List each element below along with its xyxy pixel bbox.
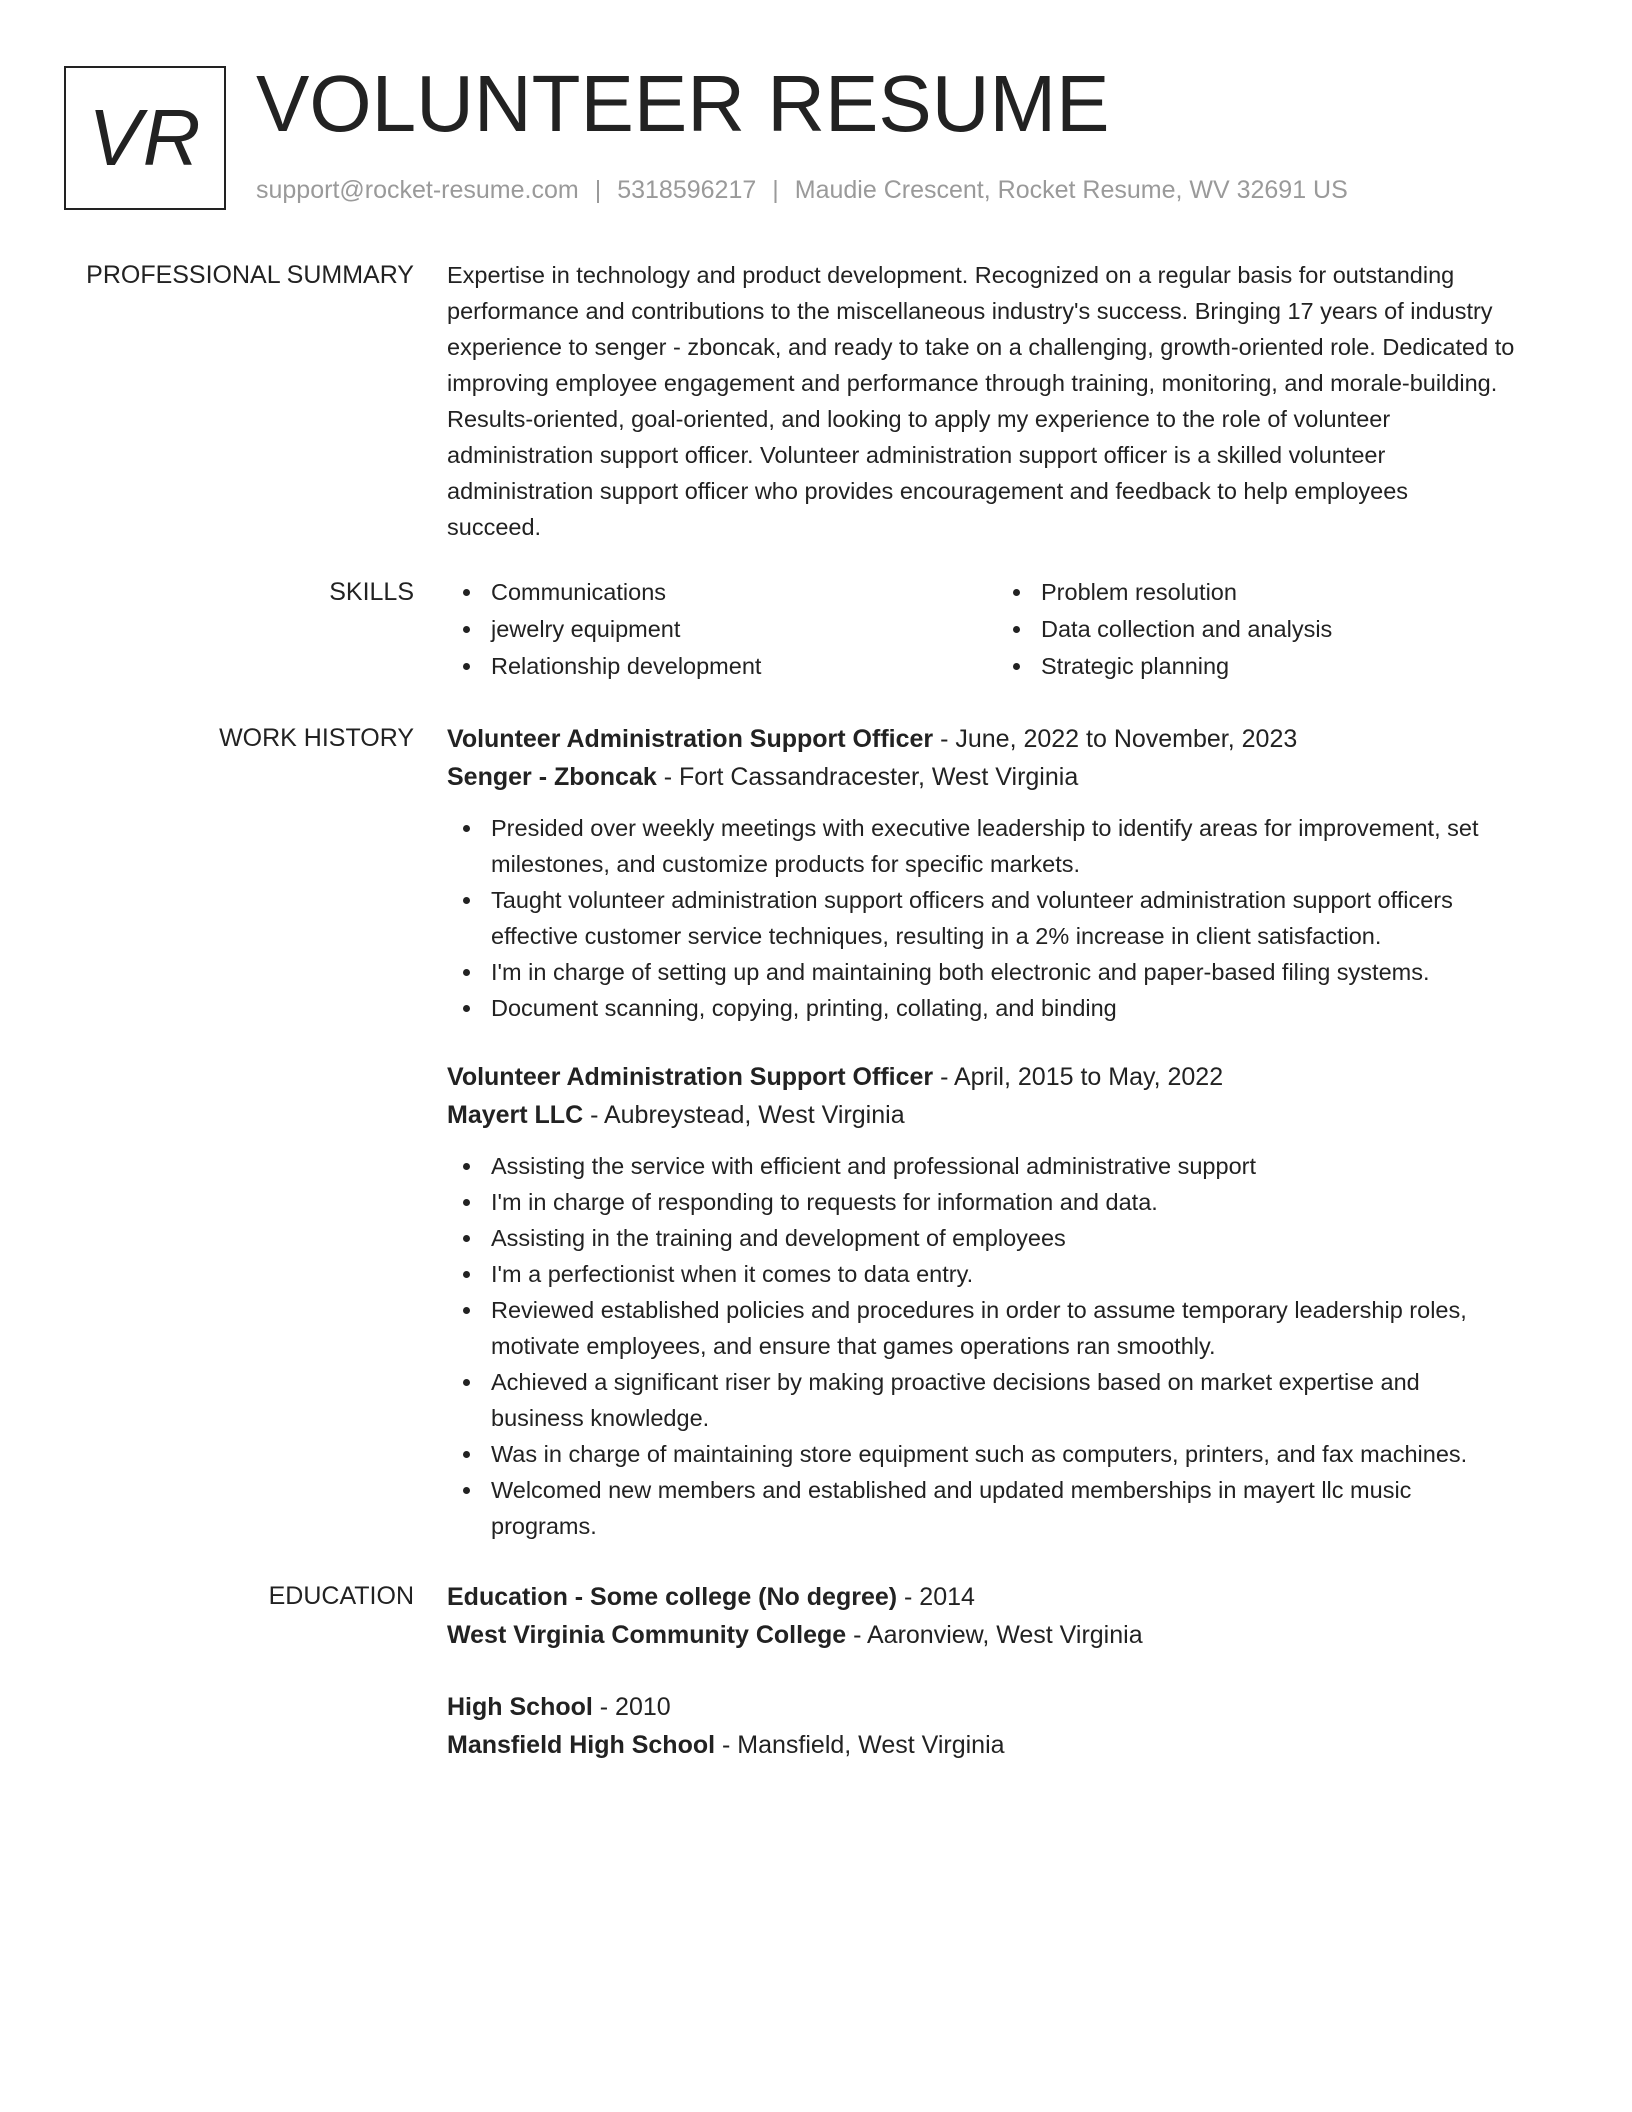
bullet-line: business knowledge.: [491, 1405, 710, 1431]
education-year: - 2010: [592, 1693, 671, 1721]
resume-name: VOLUNTEER RESUME: [256, 59, 1110, 148]
skills-grid: [447, 574, 1567, 685]
education-location: - Aaronview, West Virginia: [846, 1621, 1143, 1649]
education-school: West Virginia Community College: [447, 1621, 847, 1649]
skill-item: Problem resolution: [997, 574, 1547, 611]
job-bullet: [447, 1184, 1567, 1220]
job-bullets: [447, 1148, 1567, 1544]
job-bullet: [447, 1436, 1567, 1472]
job-bullet: [447, 1256, 1567, 1292]
education-entry: [447, 1578, 1567, 1654]
education-degree-line: [447, 1578, 1567, 1616]
education-school-line: [447, 1726, 1567, 1764]
bullet-line: effective customer service techniques, resulting in a 2% increase in client satisfaction.: [491, 923, 1382, 949]
job-location: - Fort Cassandracester, West Virginia: [656, 763, 1079, 791]
job-company-line: [447, 758, 1567, 796]
contact-separator: |: [594, 176, 602, 204]
monogram-box: [64, 66, 226, 210]
education-body: [447, 1578, 1567, 1798]
job-title: Volunteer Administration Support Officer: [447, 1063, 934, 1091]
education-year: - 2014: [897, 1583, 975, 1611]
job-entry: [447, 1058, 1567, 1544]
skill-item: Communications: [447, 574, 997, 611]
skills-column-left: [447, 574, 997, 685]
job-company-line: [447, 1096, 1567, 1134]
job-company: Senger - Zboncak: [447, 763, 657, 791]
education-degree: High School: [447, 1693, 593, 1721]
contact-phone[interactable]: 5318596217: [617, 176, 757, 204]
bullet-line: milestones, and customize products for specific markets.: [491, 851, 1081, 877]
bullet-line: programs.: [491, 1513, 597, 1539]
job-bullet: [447, 1148, 1567, 1184]
section-label-work-history: WORK HISTORY: [219, 724, 414, 752]
education-school: Mansfield High School: [447, 1731, 716, 1759]
bullet-line: Assisting in the training and development of employees: [491, 1225, 1066, 1251]
summary-line: Results-oriented, goal-oriented, and looking to apply my experience to the role of volunteer: [447, 406, 1391, 432]
job-bullet: [447, 1292, 1567, 1364]
job-bullet: [447, 1364, 1567, 1436]
contact-email[interactable]: support@rocket-resume.com: [256, 176, 579, 204]
bullet-line: Presided over weekly meetings with executive leadership to identify areas for improvement, set: [491, 815, 1479, 841]
education-school-line: [447, 1616, 1567, 1654]
contact-address: Maudie Crescent, Rocket Resume, WV 32691 US: [794, 176, 1348, 204]
bullet-line: Achieved a significant riser by making proactive decisions based on market expertise and: [491, 1369, 1420, 1395]
job-bullets: [447, 810, 1567, 1026]
bullet-line: Was in charge of maintaining store equipment such as computers, printers, and fax machines.: [491, 1441, 1468, 1467]
job-bullet: [447, 1472, 1567, 1544]
summary-line: performance and contributions to the miscellaneous industry's success. Bringing 17 years of industry: [447, 298, 1493, 324]
job-title-line: [447, 720, 1567, 758]
bullet-line: Welcomed new members and established and updated memberships in mayert llc music: [491, 1477, 1412, 1503]
summary-line: improving employee engagement and performance through training, monitoring, and morale-building.: [447, 370, 1498, 396]
bullet-line: I'm in charge of setting up and maintaining both electronic and paper-based filing systems.: [491, 959, 1430, 985]
skills-column-right: [997, 574, 1547, 685]
education-degree: Education - Some college (No degree): [447, 1583, 898, 1611]
job-bullet: [447, 810, 1567, 882]
job-bullet: [447, 954, 1567, 990]
bullet-line: Taught volunteer administration support officers and volunteer administration support officers: [491, 887, 1453, 913]
section-label-skills: SKILLS: [329, 578, 414, 606]
job-title: Volunteer Administration Support Officer: [447, 725, 934, 753]
job-dates: - April, 2015 to May, 2022: [933, 1063, 1224, 1091]
contact-separator: |: [772, 176, 779, 204]
skill-item: jewelry equipment: [447, 611, 997, 648]
job-company: Mayert LLC: [447, 1101, 584, 1129]
skill-item: Strategic planning: [997, 648, 1547, 685]
work-history-body: [447, 720, 1567, 1566]
summary-line: administration support officer who provides encouragement and feedback to help employees: [447, 478, 1409, 504]
bullet-line: motivate employees, and ensure that games operations ran smoothly.: [491, 1333, 1216, 1359]
job-bullet: [447, 1220, 1567, 1256]
bullet-line: I'm a perfectionist when it comes to data entry.: [491, 1261, 974, 1287]
education-location: - Mansfield, West Virginia: [715, 1731, 1005, 1759]
bullet-line: Reviewed established policies and procedures in order to assume temporary leadership roles,: [491, 1297, 1467, 1323]
bullet-line: Document scanning, copying, printing, collating, and binding: [491, 995, 1117, 1021]
summary-line: Expertise in technology and product development. Recognized on a regular basis for outstanding: [447, 262, 1455, 288]
contact-line: [256, 174, 1348, 206]
job-bullet: [447, 882, 1567, 954]
skill-item: Relationship development: [447, 648, 997, 685]
summary-line: administration support officer. Volunteer administration support officer is a skilled volunteer: [447, 442, 1386, 468]
summary-text: [447, 257, 1567, 545]
summary-line: succeed.: [447, 514, 542, 540]
job-title-line: [447, 1058, 1567, 1096]
section-label-summary: PROFESSIONAL SUMMARY: [86, 261, 414, 289]
education-degree-line: [447, 1688, 1567, 1726]
job-dates: - June, 2022 to November, 2023: [933, 725, 1298, 753]
monogram-initials: VR: [88, 93, 202, 182]
skill-item: Data collection and analysis: [997, 611, 1547, 648]
education-entry: [447, 1688, 1567, 1764]
summary-line: experience to senger - zboncak, and ready to take on a challenging, growth-oriented role. Dedicated to: [447, 334, 1515, 360]
bullet-line: Assisting the service with efficient and professional administrative support: [491, 1153, 1257, 1179]
job-location: - Aubreystead, West Virginia: [583, 1101, 905, 1129]
section-label-education: EDUCATION: [268, 1582, 414, 1610]
job-entry: [447, 720, 1567, 1026]
job-bullet: [447, 990, 1567, 1026]
bullet-line: I'm in charge of responding to requests for information and data.: [491, 1189, 1158, 1215]
